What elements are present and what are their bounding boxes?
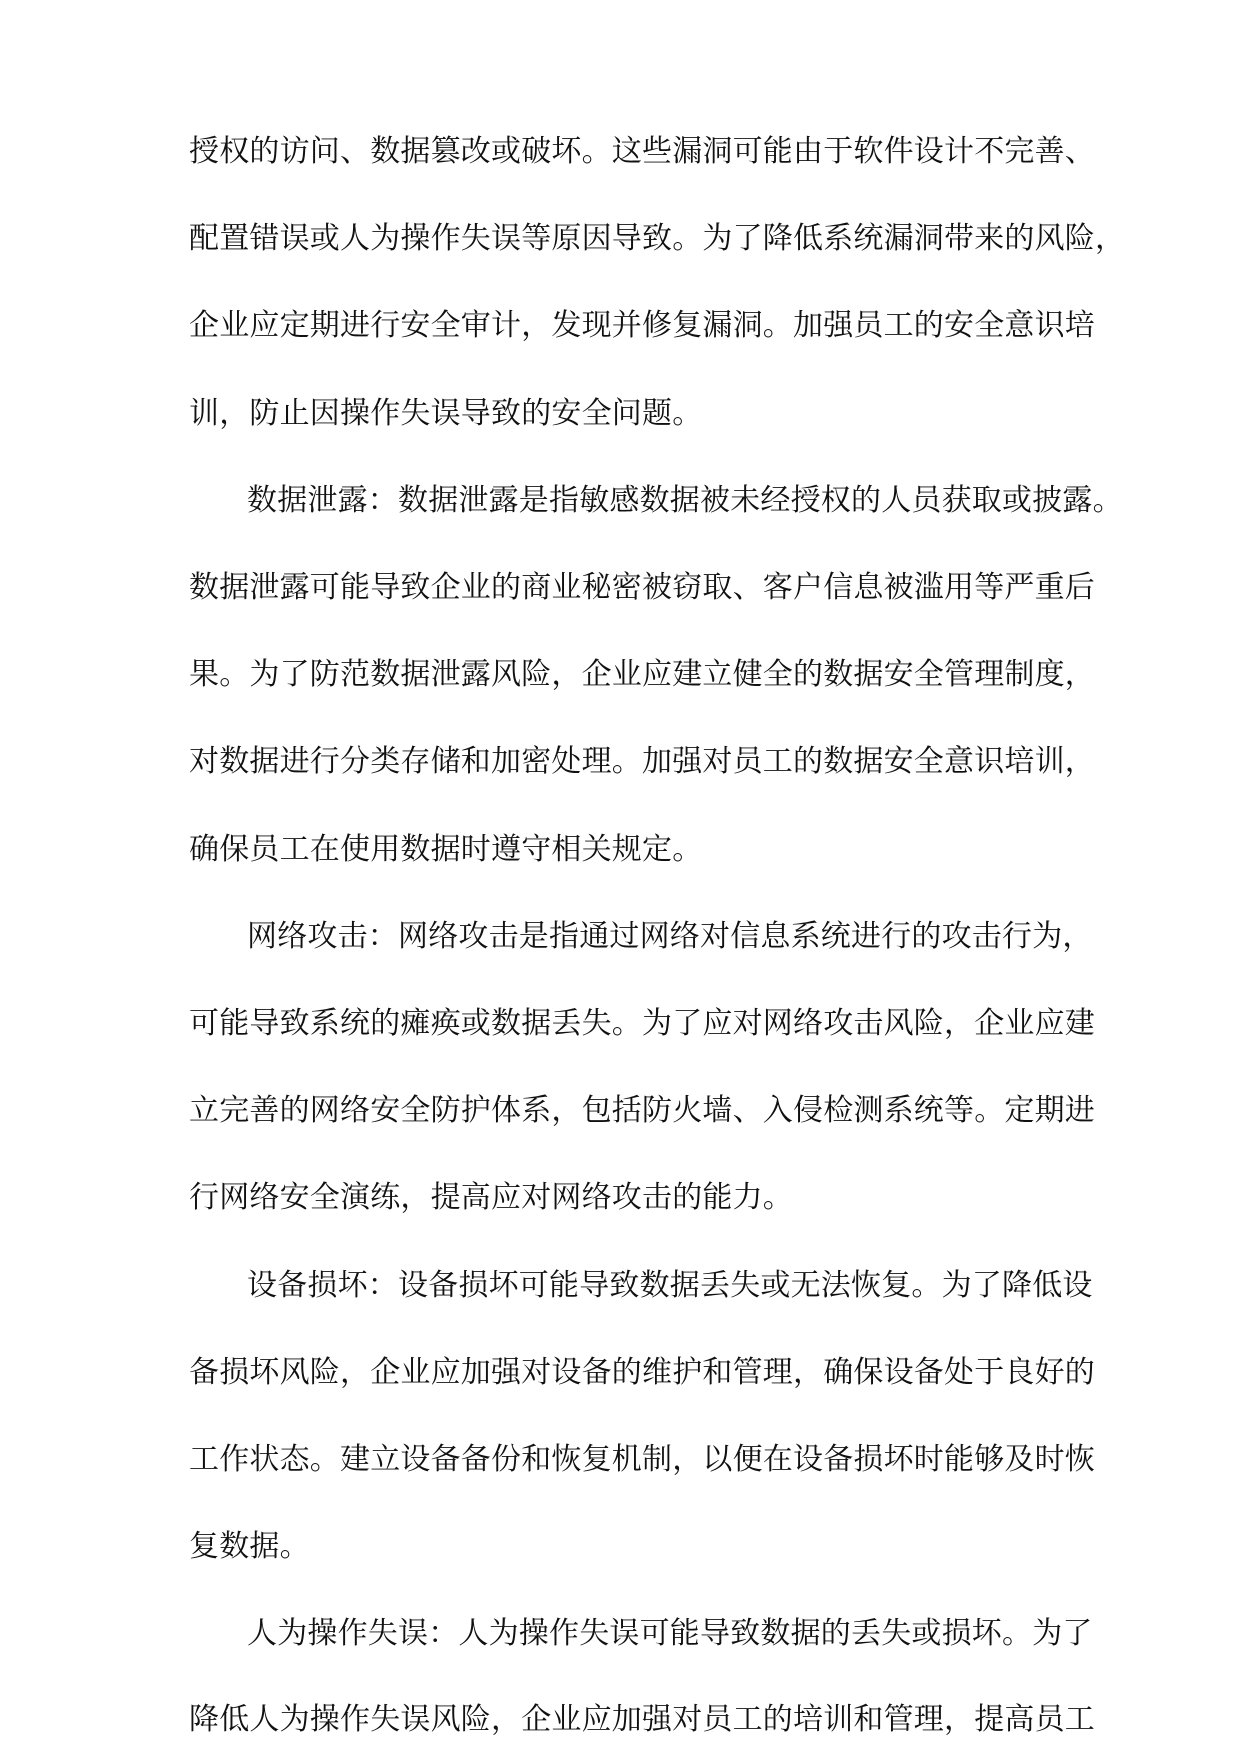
text-line: 降低人为操作失误风险，企业应加强对员工的培训和管理，提高员工 [189,1702,1095,1737]
text-line: 数据泄露可能导致企业的商业秘密被窃取、客户信息被滥用等严重后 [189,570,1095,605]
paragraph-start-data-leak: 数据泄露：数据泄露是指敏感数据被未经授权的人员获取或披露。 [247,483,1123,518]
text-line: 企业应定期进行安全审计，发现并修复漏洞。加强员工的安全意识培 [189,308,1095,343]
text-line: 确保员工在使用数据时遵守相关规定。 [189,832,703,867]
paragraph-start-human-error: 人为操作失误：人为操作失误可能导致数据的丢失或损坏。为了 [247,1616,1093,1651]
text-line: 对数据进行分类存储和加密处理。加强对员工的数据安全意识培训， [189,744,1095,779]
paragraph-start-device-damage: 设备损坏：设备损坏可能导致数据丢失或无法恢复。为了降低设 [247,1268,1093,1303]
text-line: 可能导致系统的瘫痪或数据丢失。为了应对网络攻击风险，企业应建 [189,1006,1095,1041]
text-line: 配置错误或人为操作失误等原因导致。为了降低系统漏洞带来的风险， [189,221,1126,256]
text-line: 行网络安全演练，提高应对网络攻击的能力。 [189,1180,793,1215]
text-line: 果。为了防范数据泄露风险，企业应建立健全的数据安全管理制度， [189,657,1095,692]
text-line: 复数据。 [189,1529,310,1564]
paragraph-start-network-attack: 网络攻击：网络攻击是指通过网络对信息系统进行的攻击行为， [247,919,1093,954]
text-line: 训，防止因操作失误导致的安全问题。 [189,396,703,431]
text-line: 立完善的网络安全防护体系，包括防火墙、入侵检测系统等。定期进 [189,1093,1095,1128]
text-line: 备损坏风险，企业应加强对设备的维护和管理，确保设备处于良好的 [189,1355,1095,1390]
text-line: 工作状态。建立设备备份和恢复机制，以便在设备损坏时能够及时恢 [189,1442,1095,1477]
text-line: 授权的访问、数据篡改或破坏。这些漏洞可能由于软件设计不完善、 [189,134,1095,169]
